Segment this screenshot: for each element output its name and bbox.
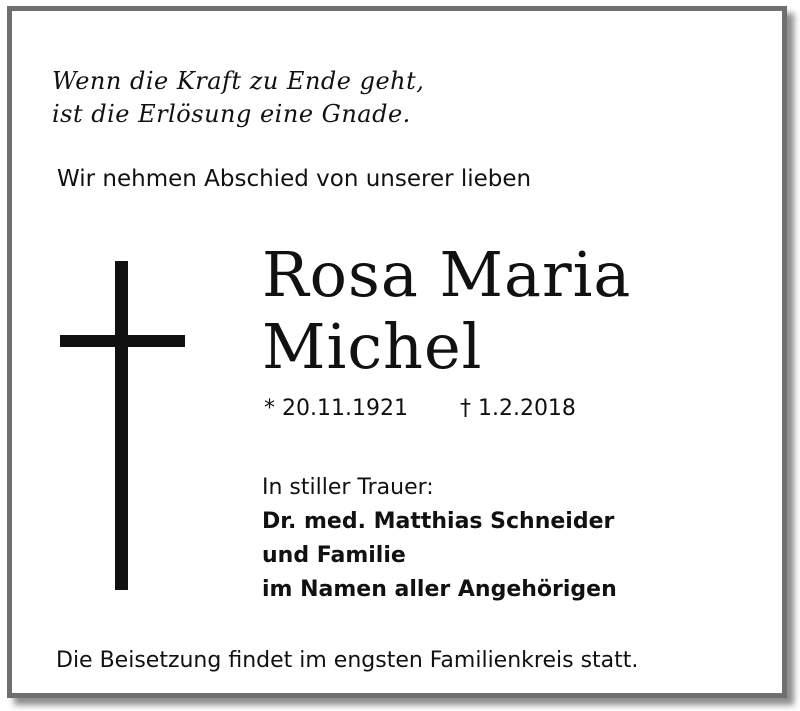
mourners-heading: In stiller Trauer: xyxy=(262,475,434,500)
deceased-last-name: Michel xyxy=(262,310,483,383)
deceased-first-names: Rosa Maria xyxy=(262,238,632,311)
mourner-line-1: Dr. med. Matthias Schneider xyxy=(262,509,615,534)
intro-text: Wir nehmen Abschied von unserer lieben xyxy=(57,166,532,192)
obituary-frame xyxy=(7,6,787,698)
motto-quote xyxy=(52,65,424,131)
birth-date: * 20.11.1921 xyxy=(264,396,408,421)
mourner-line-2: und Familie xyxy=(262,543,406,568)
death-date: † 1.2.2018 xyxy=(459,396,576,421)
life-dates xyxy=(264,396,576,421)
cross-horizontal-bar xyxy=(60,335,185,347)
mourner-line-3: im Namen aller Angehörigen xyxy=(262,577,617,602)
mourners-block xyxy=(262,471,617,607)
funeral-note: Die Beisetzung findet im engsten Familienkreis statt. xyxy=(56,648,639,673)
motto-line-1: Wenn die Kraft zu Ende geht, xyxy=(52,67,425,95)
cross-vertical-bar xyxy=(115,261,128,590)
deceased-name xyxy=(262,239,631,383)
cross-icon xyxy=(60,261,185,591)
motto-line-2: ist die Erlösung eine Gnade. xyxy=(52,100,411,128)
